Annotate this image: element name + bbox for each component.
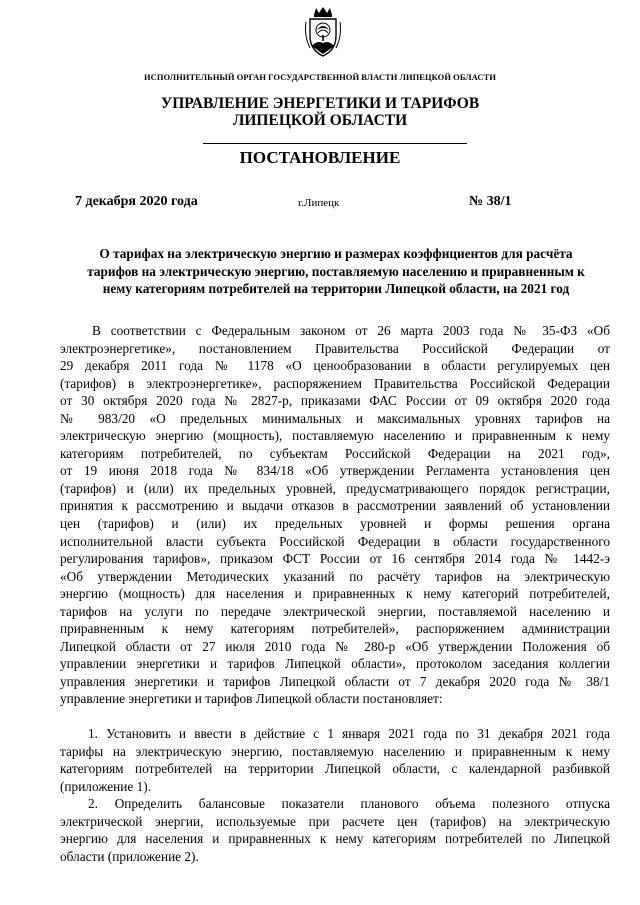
body-line: управления энергетики и тарифов Липецкой области от 7 декабря 2020 года № 38/1 <box>60 673 610 689</box>
body-line: исполнительной власти субъекта Российской Федерации в области государственного <box>60 533 610 549</box>
body-line: Липецкой области от 27 июля 2010 года № 280-р «Об утверждении Положения об <box>60 638 610 654</box>
body-line: 2. Определить балансовые показатели планового объема полезного отпуска <box>88 796 610 812</box>
body-line: принятия к рассмотрению и выдачи отказов в рассмотрении заявлений об установлении <box>60 498 610 514</box>
subject-line: О тарифах на электрическую энергию и размерах коэффициентов для расчёта <box>99 246 573 261</box>
document-date: 7 декабря 2020 года <box>75 194 198 209</box>
body-line: от 30 октября 2020 года № 2827-р, приказами ФАС России от 09 октября 2020 года <box>60 393 610 409</box>
body-line: (тарифов) в электроэнергетике», распоряжением Правительства Российской Федерации <box>60 375 610 391</box>
org-name: ИСПОЛНИТЕЛЬНЫЙ ОРГАН ГОСУДАРСТВЕННОЙ ВЛАСТИ ЛИПЕЦКОЙ ОБЛАСТИ <box>143 72 497 82</box>
body-line: «Об утверждении Методических указаний по расчёту тарифов на электрическую <box>60 568 610 584</box>
body-line: (тарифов) и (или) их предельных уровней, предусматривающего порядок регистрации, <box>60 480 610 496</box>
department-title <box>0 95 640 129</box>
body-line: электроэнергетике», постановлением Правительства Российской Федерации от <box>60 340 610 356</box>
paragraph-gap <box>60 708 610 725</box>
body-line: № 983/20 «О предельных минимальных и максимальных уровнях тарифов на <box>60 410 610 426</box>
subject-line: нему категориям потребителей на территории Липецкой области, на 2021 год <box>102 281 570 296</box>
body-line: области (приложение 2). <box>60 848 199 864</box>
body-line: категориям потребителей на территории Липецкой области, с календарной разбивкой <box>60 761 610 777</box>
document-body <box>60 322 610 865</box>
document-type: ПОСТАНОВЛЕНИЕ <box>239 148 401 167</box>
body-line: энергию для населения и приравненных к нему категориям потребителей по Липецкой <box>60 831 610 847</box>
body-line: приравненным к нему категориям потребителей», распоряжением администрации <box>60 621 610 637</box>
body-line: тарифы на электрическую энергию, поставляемую населению и приравненным к нему <box>60 743 610 759</box>
document-subject <box>60 245 612 298</box>
department-title-line: УПРАВЛЕНИЕ ЭНЕРГЕТИКИ И ТАРИФОВ <box>160 95 480 112</box>
body-line: управлении энергетики и тарифов Липецкой области», протоколом заседания коллегии <box>60 656 610 672</box>
clause-1 <box>60 725 610 795</box>
body-line: категориям потребителей, по субъектам Российской Федерации на 2021 год», <box>60 445 610 461</box>
document-number: № 38/1 <box>469 194 512 209</box>
body-line: (приложение 1). <box>60 778 152 794</box>
body-line: регулирования тарифов», приказом ФСТ России от 16 сентября 2014 года № 1442-э <box>60 551 610 567</box>
body-line: 1. Установить и ввести в действие с 1 января 2021 года по 31 декабря 2021 года <box>88 726 610 742</box>
body-line: от 19 июня 2018 года № 834/18 «Об утверждении Регламента установления цен <box>60 463 610 479</box>
clause-2 <box>60 795 610 865</box>
body-line: 29 декабря 2011 года № 1178 «О ценообразовании в области регулируемых цен <box>60 358 610 374</box>
coat-of-arms-icon <box>302 6 344 58</box>
body-line: В соответствии с Федеральным законом от 26 марта 2003 года № 35-ФЗ «Об <box>92 323 610 338</box>
body-line: тарифов на услуги по передаче электрической энергии, поставляемой населению и <box>60 603 610 619</box>
document-city: г.Липецк <box>298 197 340 209</box>
department-title-line: ЛИПЕЦКОЙ ОБЛАСТИ <box>232 112 408 129</box>
body-line: электрической энергии, используемые при расчете цен (тарифов) на электрическую <box>60 813 610 829</box>
title-divider <box>203 143 467 144</box>
body-line: цен (тарифов) и (или) их предельных уровней и формы решения органа <box>60 516 610 532</box>
subject-line: тарифов на электрическую энергию, поставляемую населению и приравненным к <box>87 263 585 279</box>
preamble-paragraph <box>60 322 610 708</box>
body-line: управление энергетики и тарифов Липецкой области постановляет: <box>60 691 443 707</box>
body-line: энергию (мощность) для населения и приравненных к нему категорий потребителей, <box>60 586 610 602</box>
body-line: электрическую энергию (мощность), поставляемую населению и приравненным к нему <box>60 428 610 444</box>
